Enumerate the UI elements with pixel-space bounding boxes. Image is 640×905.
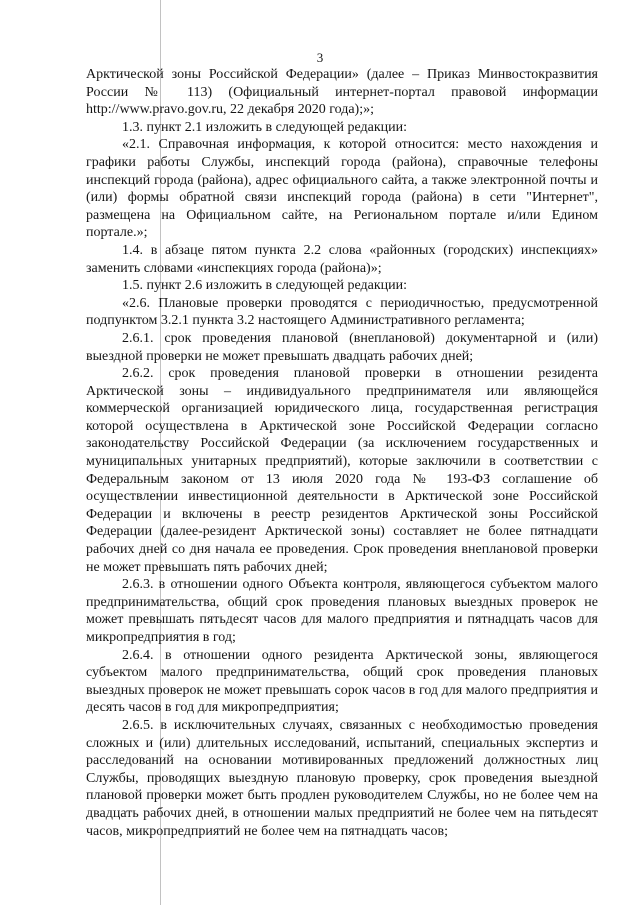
paragraph: 2.6.2. срок проведения плановой проверки в отношении резидента Арктической зоны – индивидуального предпринимателя или являющейся коммерческой организацией юридического лица, государственная регистрация которой осуществлена в Арктической зоне Российской Федерации согласно законодательству Российской Федерации (за исключением государственных и муниципальных унитарных предприятий), которые заключили в соответствии с Федеральным законом от 13 июля 2020 года № 193-ФЗ соглашение об осуществлении инвестиционной деятельности в Арктической зоне Российской Федерации и включены в реестр резидентов Арктической зоны Российской Федерации (далее-резидент Арктической зоны) составляет не более пятнадцати рабочих дней со дня начала ее проведения. Срок проведения внеплановой проверки не может превышать пять рабочих дней; [86, 366, 598, 575]
paragraph: «2.6. Плановые проверки проводятся с периодичностью, предусмотренной подпунктом 3.2.1 пункта 3.2 настоящего Административного регламента; [86, 295, 598, 329]
paragraph: 1.4. в абзаце пятом пункта 2.2 слова «районных (городских) инспекциях» заменить словами «инспекциях города (района)»; [86, 242, 598, 276]
paragraph: 2.6.3. в отношении одного Объекта контроля, являющегося субъектом малого предпринимательства, общий срок проведения плановых выездных проверок не может превышать пятьдесят часов для малого предприятия и пятнадцать часов для микропредприятия в год; [86, 577, 598, 645]
document-body [86, 66, 598, 840]
paragraph: 2.6.5. в исключительных случаях, связанных с необходимостью проведения сложных и (или) длительных исследований, испытаний, специальных экспертиз и расследований на основании мотивированных предложений должностных лиц Службы, проводящих выездную плановую проверку, срок проведения выездной плановой проверки может быть продлен руководителем Службы, но не более чем на двадцать рабочих дней, в отношении малых предприятий не более чем на пятьдесят часов, микропредприятий не более чем на пятнадцать часов; [86, 717, 598, 839]
paragraph: 2.6.1. срок проведения плановой (внеплановой) документарной и (или) выездной проверки не может превышать двадцать рабочих дней; [86, 330, 598, 364]
page-number: 3 [316, 50, 324, 65]
paragraph: 1.5. пункт 2.6 изложить в следующей редакции: [122, 278, 407, 294]
paragraph: 1.3. пункт 2.1 изложить в следующей редакции: [122, 119, 407, 135]
paragraph: Арктической зоны Российской Федерации» (далее – Приказ Минвостокразвития России № 113) (Официальный интернет-портал правовой информации http://www.pravo.gov.ru, 22 декабря 2020 года);»; [86, 67, 598, 118]
paragraph: «2.1. Справочная информация, к которой относится: место нахождения и графики работы Службы, инспекций города (района), справочные телефоны инспекций города (района), адрес официального сайта, а также электронной почты и (или) формы обратной связи инспекций города (района) в сети "Интернет", размещена на Официальном сайте, на Региональном портале и/или Едином портале.»; [86, 137, 598, 241]
paragraph: 2.6.4. в отношении одного резидента Арктической зоны, являющегося субъектом малого предпринимательства, общий срок проведения плановых выездных проверок не может превышать сорок часов в год для малого предприятия и десять часов в год для микропредприятия; [86, 647, 598, 716]
